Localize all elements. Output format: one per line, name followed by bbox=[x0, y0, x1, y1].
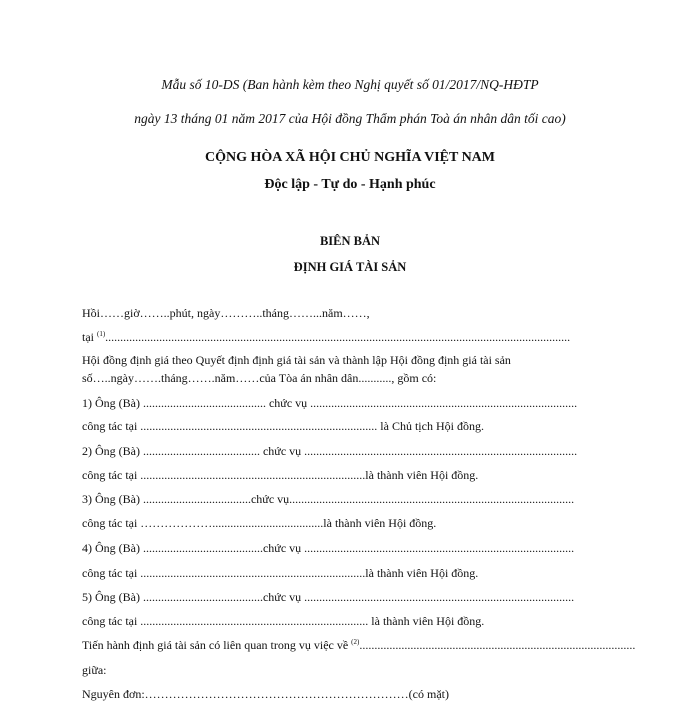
member-4-name-line: 4) Ông (Bà) ........................................chức vụ .......................................................................................... bbox=[82, 541, 575, 555]
proceed-footnote-marker: (2) bbox=[351, 638, 360, 646]
council-line-1: Hội đồng định giá theo Quyết định định giá tài sản và thành lập Hội đồng định giá tài sản bbox=[82, 353, 511, 367]
document-title: BIÊN BẢN bbox=[319, 234, 381, 248]
place-prefix: tại bbox=[82, 330, 97, 344]
place-line bbox=[82, 330, 570, 345]
form-reference-line-1: Mẫu số 10-DS (Ban hành kèm theo Nghị quyết số 01/2017/NQ-HĐTP bbox=[161, 77, 539, 92]
member-1-work-line: công tác tại ............................................................................... là Chủ tịch Hội đồng. bbox=[82, 419, 484, 433]
proceed-line bbox=[82, 638, 635, 653]
member-5-name-line: 5) Ông (Bà) ........................................chức vụ .......................................................................................... bbox=[82, 590, 575, 604]
member-2-name-line: 2) Ông (Bà) ....................................... chức vụ ........................................................................................... bbox=[82, 444, 578, 458]
member-2-work-line: công tác tại ...........................................................................là thành viên Hội đồng. bbox=[82, 468, 479, 482]
proceed-prefix: Tiến hành định giá tài sản có liên quan trong vụ việc về bbox=[82, 638, 352, 652]
place-dots: ........................................................................................................................................................... bbox=[105, 330, 571, 344]
document-subtitle: ĐỊNH GIÁ TÀI SẢN bbox=[293, 260, 407, 274]
plaintiff-line: Nguyên đơn:…………………………………………………………(có mặt) bbox=[82, 687, 449, 701]
member-4-work-line: công tác tại ...........................................................................là thành viên Hội đồng. bbox=[82, 566, 479, 580]
form-reference-line-2: ngày 13 tháng 01 năm 2017 của Hội đồng Thẩm phán Toà án nhân dân tối cao) bbox=[134, 111, 566, 126]
proceed-dots: ............................................................................................ bbox=[359, 638, 636, 652]
national-motto: Độc lập - Tự do - Hạnh phúc bbox=[264, 177, 436, 192]
member-3-name-line: 3) Ông (Bà) ....................................chức vụ............................................................................................... bbox=[82, 492, 575, 506]
national-title: CỘNG HÒA XÃ HỘI CHỦ NGHĨA VIỆT NAM bbox=[204, 150, 495, 165]
member-1-name-line: 1) Ông (Bà) ......................................... chức vụ ......................................................................................... bbox=[82, 396, 578, 410]
time-line: Hồi……giờ……..phút, ngày………..tháng……...năm……, bbox=[82, 306, 370, 320]
place-footnote-marker: (1) bbox=[97, 330, 106, 338]
member-3-work-line: công tác tại ……………….....................................là thành viên Hội đồng. bbox=[82, 516, 437, 530]
council-line-2: số…..ngày…….tháng…….năm……của Tòa án nhân dân..........., gồm có: bbox=[82, 371, 437, 385]
member-5-work-line: công tác tại ............................................................................ là thành viên Hội đồng. bbox=[82, 614, 485, 628]
between-label: giữa: bbox=[82, 663, 107, 677]
